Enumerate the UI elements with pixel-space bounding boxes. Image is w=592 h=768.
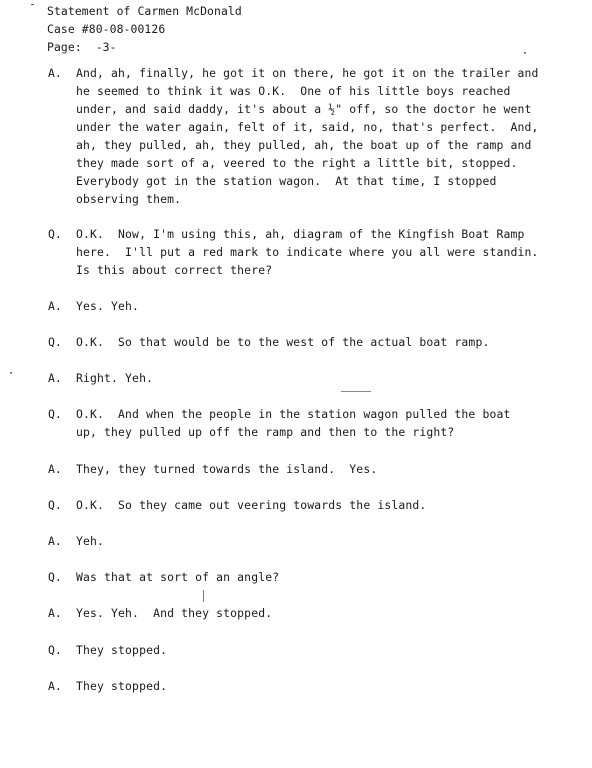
text-line: up, they pulled up off the ramp and then to the right? bbox=[76, 425, 455, 439]
entry-text bbox=[76, 225, 558, 279]
page-number: Page: -3- bbox=[47, 40, 117, 54]
speaker-label: Q. bbox=[48, 227, 62, 241]
text-line: here. I'll put a red mark to indicate where you all were standin. bbox=[76, 245, 539, 259]
text-line: Yeh. bbox=[76, 534, 105, 548]
entry-text bbox=[76, 369, 558, 387]
speaker-label: A. bbox=[48, 299, 62, 313]
text-line: Was that at sort of an angle? bbox=[76, 570, 280, 584]
case-number: Case #80-08-00126 bbox=[47, 22, 166, 36]
speaker-label: Q. bbox=[48, 498, 62, 512]
speaker-label: A. bbox=[48, 462, 62, 476]
text-line: Yes. Yeh. And they stopped. bbox=[76, 606, 273, 620]
scan-speck bbox=[10, 372, 12, 374]
text-line: ah, they pulled, ah, they pulled, ah, the boat up of the ramp and bbox=[76, 138, 532, 152]
entry-text bbox=[76, 604, 558, 622]
text-line: they made sort of a, veered to the right a little bit, stopped. bbox=[76, 156, 518, 170]
entry-text bbox=[76, 460, 558, 478]
speaker-label: Q. bbox=[48, 643, 62, 657]
entry-text bbox=[76, 64, 558, 208]
entry-text bbox=[76, 677, 558, 695]
speaker-label: Q. bbox=[48, 335, 62, 349]
text-line: O.K. Now, I'm using this, ah, diagram of the Kingfish Boat Ramp bbox=[76, 227, 525, 241]
entry-text bbox=[76, 297, 558, 315]
entry-text bbox=[76, 568, 558, 586]
speaker-label: A. bbox=[48, 679, 62, 693]
text-line: Is this about correct there? bbox=[76, 263, 273, 277]
text-line: They stopped. bbox=[76, 679, 168, 693]
text-line: observing them. bbox=[76, 192, 182, 206]
speaker-label: A. bbox=[48, 371, 62, 385]
text-line: under, and said daddy, it's about a ½" off, so the doctor he went bbox=[76, 102, 532, 116]
entry-text bbox=[76, 641, 558, 659]
scan-speck bbox=[31, 4, 34, 5]
text-line: under the water again, felt of it, said, no, that's perfect. And, bbox=[76, 120, 539, 134]
scan-mark bbox=[341, 391, 371, 392]
text-line: And, ah, finally, he got it on there, he got it on the trailer and bbox=[76, 66, 539, 80]
speaker-label: A. bbox=[48, 534, 62, 548]
speaker-label: Q. bbox=[48, 570, 62, 584]
scan-mark bbox=[203, 590, 204, 602]
text-line: They, they turned towards the island. Yes. bbox=[76, 462, 378, 476]
text-line: O.K. And when the people in the station wagon pulled the boat bbox=[76, 407, 511, 421]
scan-speck bbox=[524, 52, 526, 54]
entry-text bbox=[76, 333, 558, 351]
text-line: he seemed to think it was O.K. One of his little boys reached bbox=[76, 84, 511, 98]
text-line: O.K. So they came out veering towards the island. bbox=[76, 498, 427, 512]
speaker-label: A. bbox=[48, 66, 62, 80]
text-line: Everybody got in the station wagon. At that time, I stopped bbox=[76, 174, 497, 188]
text-line: Right. Yeh. bbox=[76, 371, 154, 385]
speaker-label: A. bbox=[48, 606, 62, 620]
statement-title: Statement of Carmen McDonald bbox=[47, 4, 242, 18]
text-line: O.K. So that would be to the west of the actual boat ramp. bbox=[76, 335, 490, 349]
entry-text bbox=[76, 532, 558, 550]
speaker-label: Q. bbox=[48, 407, 62, 421]
entry-text bbox=[76, 405, 558, 441]
text-line: Yes. Yeh. bbox=[76, 299, 140, 313]
entry-text bbox=[76, 496, 558, 514]
text-line: They stopped. bbox=[76, 643, 168, 657]
